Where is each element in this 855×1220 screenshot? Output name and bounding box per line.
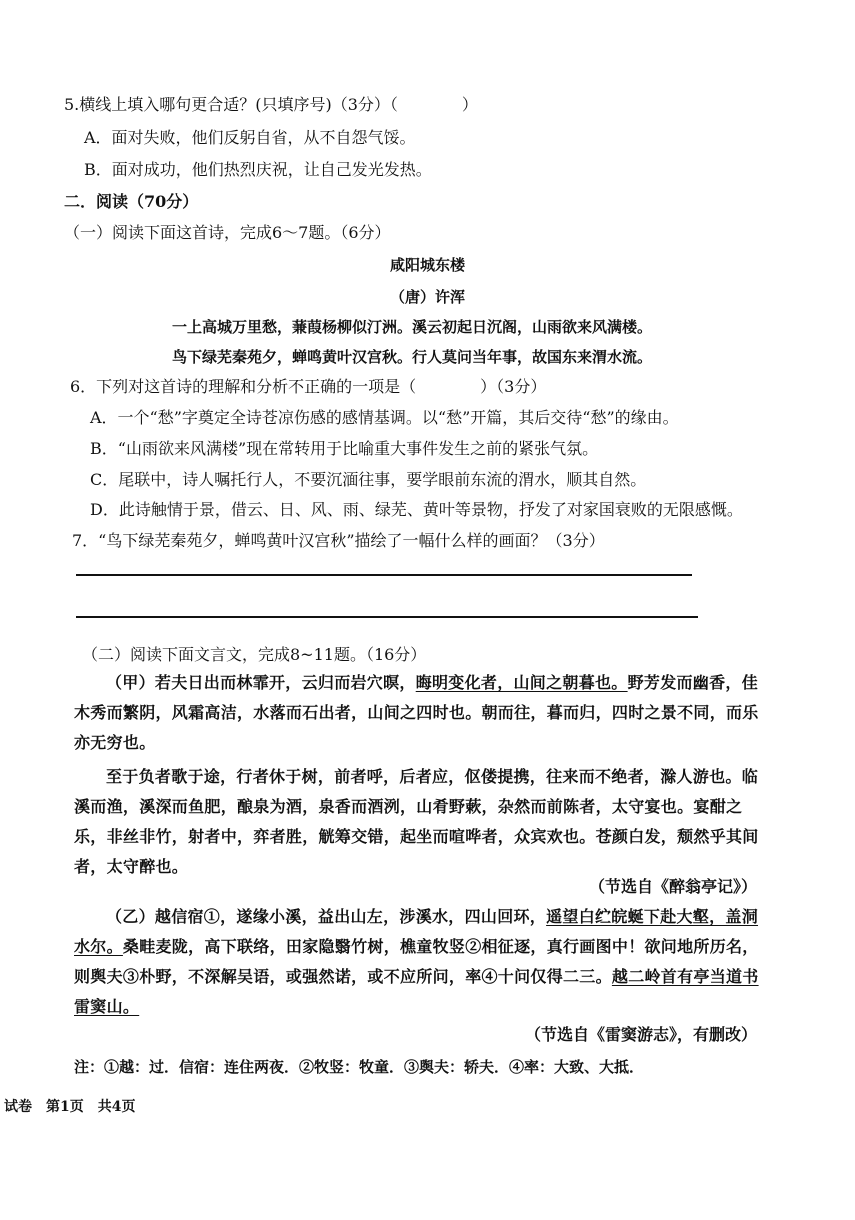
underlined-sentence: 遥望白纻皖蜒下赴大壑，盖洞水尔。 <box>74 907 759 956</box>
source-yi: （节选自《雷窦游志》，有删改） <box>524 1025 757 1044</box>
q6-option-c: C．尾联中，诗人嘱托行人，不要沉湎往事，要学眼前东流的渭水，顺其自然。 <box>90 470 647 489</box>
answer-line-1[interactable] <box>76 574 692 576</box>
q7-stem: 7．“鸟下绿芜秦苑夕，蝉鸣黄叶汉宫秋”描绘了一幅什么样的画面？（3分） <box>72 531 605 550</box>
passage-yi-text: （乙）越信宿①，遂缘小溪，益出山左，涉溪水，四山回环， <box>106 907 547 926</box>
part-2-intro: （二）阅读下面文言文，完成8~11题。（16分） <box>82 645 427 664</box>
underlined-sentence: 越二岭首有亭当道书雷窦山。 <box>74 967 759 1016</box>
passage-yi-text: 桑畦麦陇，高下联络，田家隐翳竹树，樵童牧竖②相征逐，真行画图中！欲问地所历名，则舆夫③朴野，不深解吴语，或强然诺，或不应所问，率④十问仅得二三。 <box>74 937 759 986</box>
poem-title: 咸阳城东楼 <box>389 256 465 274</box>
q6-option-a: A．一个“愁”字奠定全诗苍凉伤感的感情基调。以“愁”开篇，其后交待“愁”的缘由。 <box>90 408 679 427</box>
source-jia: （节选自《醉翁亭记》） <box>588 877 757 896</box>
part-1-intro: （一）阅读下面这首诗，完成6～7题。（6分） <box>64 223 391 242</box>
passage-jia-text: （甲）若夫日出而林霏开，云归而岩穴暝， <box>106 673 416 692</box>
q6-stem: 6．下列对这首诗的理解和分析不正确的一项是（ ）（3分） <box>70 377 547 396</box>
q5-stem: 5.横线上填入哪句更合适？(只填序号)（3分）（ ） <box>64 95 478 114</box>
page-footer: 试卷 第1页 共4页 <box>4 1099 136 1115</box>
underlined-sentence: 晦明变化者，山间之朝暮也。 <box>415 673 628 692</box>
passage-jia <box>74 668 774 882</box>
passage-jia-text: 野芳发而幽香，佳木秀而繁阴，风霜高洁，水落而石出者，山间之四时也。朝而往，暮而归，四时之景不同，而乐亦无穷也。 <box>74 673 759 752</box>
passage-jia-paragraph-2: 至于负者歌于途，行者休于树，前者呼，后者应，伛偻提携，往来而不绝者，滁人游也。临溪而渔，溪深而鱼肥，酿泉为酒，泉香而酒洌，山肴野蔌，杂然而前陈者，太守宴也。宴酣之乐，非丝非竹，射者中，弈者胜，觥筹交错，起坐而喧哗者，众宾欢也。苍颜白发，颓然乎其间者，太守醉也。 <box>74 767 759 876</box>
poem-author: （唐）许浑 <box>389 288 465 306</box>
q5-option-a: A．面对失败，他们反躬自省，从不自怨气馁。 <box>84 128 416 147</box>
q5-option-b: B．面对成功，他们热烈庆祝，让自己发光发热。 <box>84 160 432 179</box>
section-2-title: 二．阅读（70分） <box>64 192 199 211</box>
passage-yi <box>74 902 774 1022</box>
poem-line-2: 鸟下绿芜秦苑夕，蝉鸣黄叶汉宫秋。行人莫问当年事，故国东来渭水流。 <box>172 348 653 366</box>
answer-line-2[interactable] <box>76 616 698 618</box>
poem-line-1: 一上高城万里愁，蒹葭杨柳似汀洲。溪云初起日沉阁，山雨欲来风满楼。 <box>172 318 653 336</box>
q6-option-b: B．“山雨欲来风满楼”现在常转用于比喻重大事件发生之前的紧张气氛。 <box>90 439 599 458</box>
q6-option-d: D．此诗触情于景，借云、日、风、雨、绿芜、黄叶等景物，抒发了对家国衰败的无限感慨。 <box>90 500 743 519</box>
annotation-note: 注：①越：过．信宿：连住两夜．②牧竖：牧童．③舆夫：轿夫．④率：大致、大抵． <box>74 1058 645 1076</box>
